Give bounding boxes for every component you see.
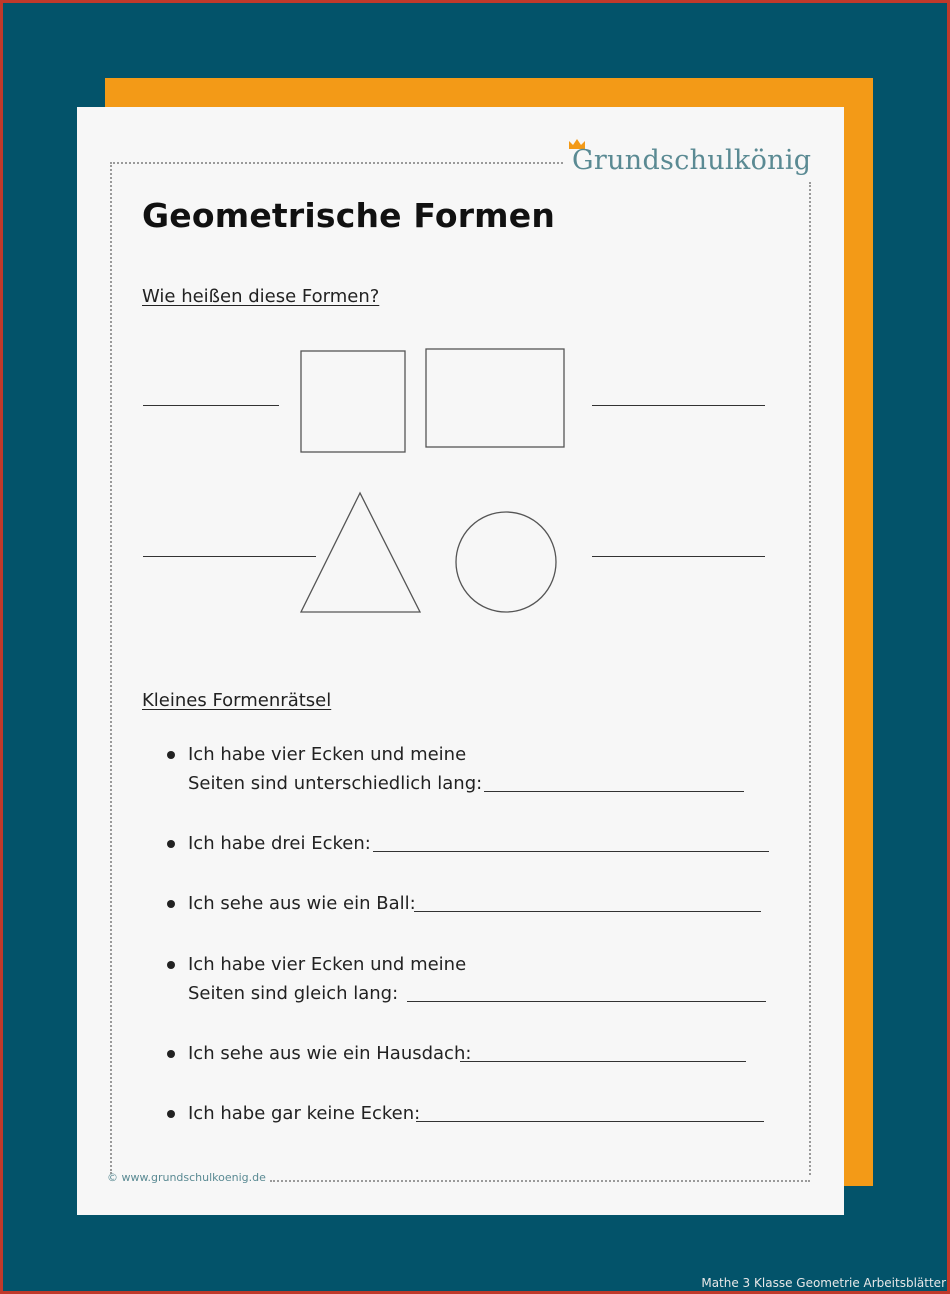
riddle-6-line1: Ich habe gar keine Ecken: <box>188 1103 421 1124</box>
riddle-3-answer-blank[interactable] <box>414 911 761 912</box>
riddle-6-answer-blank[interactable] <box>416 1121 764 1122</box>
bullet-4 <box>167 961 175 969</box>
bullet-2 <box>167 840 175 848</box>
rectangle-shape <box>426 349 564 447</box>
riddle-4-line2: Seiten sind gleich lang: <box>188 983 399 1004</box>
bullet-3 <box>167 900 175 908</box>
bullet-6 <box>167 1110 175 1118</box>
worksheet-title: Geometrische Formen <box>142 196 556 235</box>
riddle-4-line1: Ich habe vier Ecken und meine <box>188 954 467 975</box>
section-heading-riddle: Kleines Formenrätsel <box>142 690 332 711</box>
riddle-2-line1: Ich habe drei Ecken: <box>188 833 371 854</box>
section-heading-shapes: Wie heißen diese Formen? <box>142 286 380 307</box>
riddle-4-answer-blank[interactable] <box>407 1001 766 1002</box>
riddle-3-line1: Ich sehe aus wie ein Ball: <box>188 893 416 914</box>
bullet-5 <box>167 1050 175 1058</box>
riddle-1-answer-blank[interactable] <box>484 791 744 792</box>
riddle-1-line2: Seiten sind unterschiedlich lang: <box>188 773 483 794</box>
triangle-shape <box>301 493 420 612</box>
brand-logo: Grundschulkönig <box>572 145 812 176</box>
footer-url: © www.grundschulkoenig.de <box>107 1171 266 1184</box>
bullet-1 <box>167 751 175 759</box>
riddle-5-answer-blank[interactable] <box>460 1061 746 1062</box>
square-shape <box>301 351 405 452</box>
riddle-5-line1: Ich sehe aus wie ein Hausdach: <box>188 1043 472 1064</box>
riddle-1-line1: Ich habe vier Ecken und meine <box>188 744 467 765</box>
circle-shape <box>456 512 556 612</box>
image-caption: Mathe 3 Klasse Geometrie Arbeitsblätter <box>701 1276 946 1290</box>
riddle-2-answer-blank[interactable] <box>373 851 769 852</box>
